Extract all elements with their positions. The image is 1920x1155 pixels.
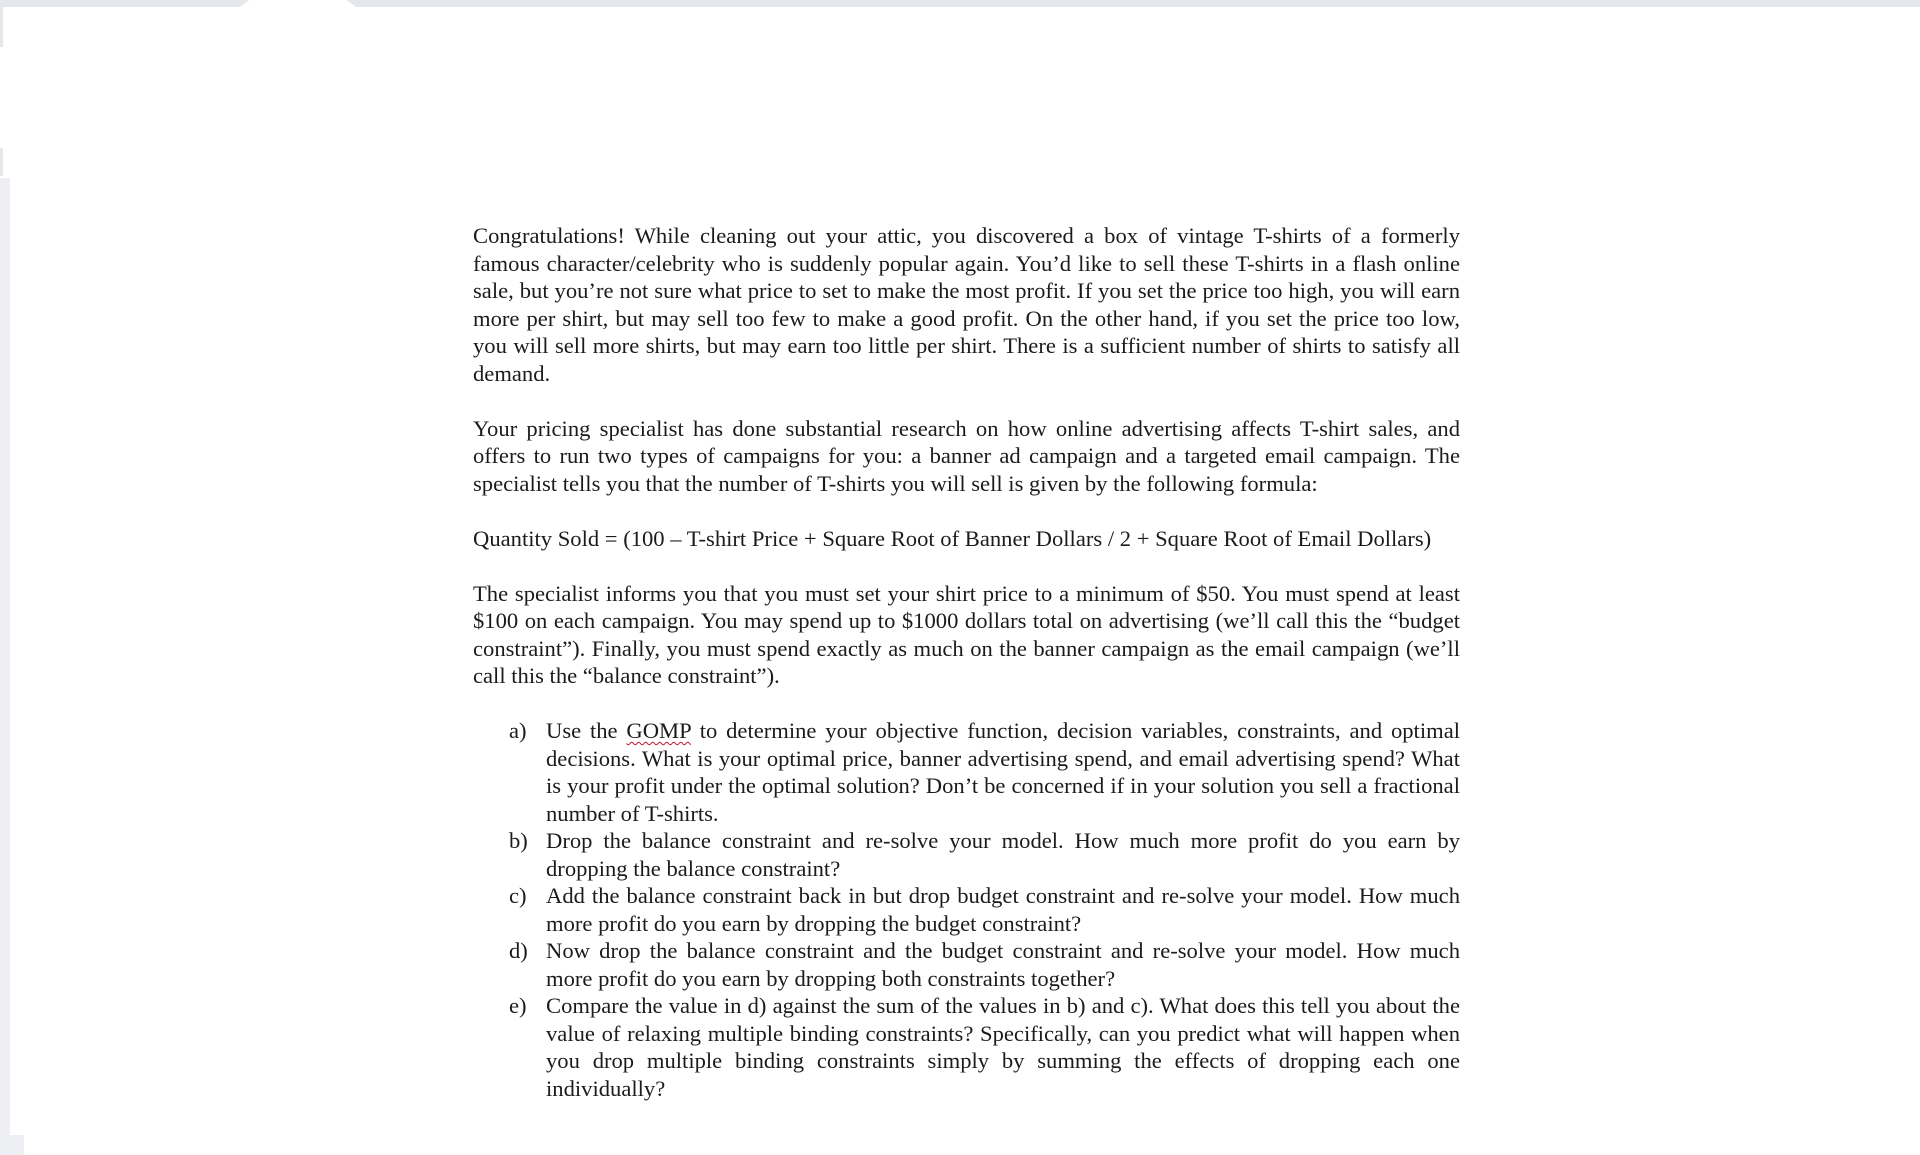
intro-paragraph: Congratulations! While cleaning out your attic, you discovered a box of vintage T-shirts of a formerly famous character/celebrity who is suddenly popular again. You’d like to sell these T-shirts in a flash online sale, but you’re not sure what price to set to make the most profit. If you set the price too high, you will earn more per shirt, but may sell too few to make a good profit. On the other hand, if you set the price too low, you will sell more shirts, but may earn too little per shirt. There is a sufficient number of shirts to satisfy all demand.	[473, 223, 1460, 386]
question-text: Now drop the balance constraint and the budget constraint and re-solve your model. How much more profit do you earn by dropping both constraints together?	[546, 938, 1460, 991]
question-letter: d)	[509, 938, 528, 963]
left-edge-marker	[0, 7, 3, 47]
question-letter: e)	[509, 993, 527, 1018]
question-letter: b)	[509, 828, 528, 853]
question-item	[473, 937, 1460, 992]
question-text: Compare the value in d) against the sum of the values in b) and c). What does this tell you about the value of relaxing multiple binding constraints? Specifically, can you predict what will happen when you drop multiple binding constraints simply by summing the effects of dropping each one individually?	[546, 993, 1460, 1101]
constraints-paragraph: The specialist informs you that you must set your shirt price to a minimum of $50. You must spend at least $100 on each campaign. You may spend up to $1000 dollars total on advertising (we’ll call this the “budget constraint”). Finally, you must spend exactly as much on the banner campaign as the email campaign (we’ll call this the “balance constraint”).	[473, 580, 1460, 688]
top-toolbar-strip	[0, 0, 1920, 7]
quantity-formula: Quantity Sold = (100 – T-shirt Price + Square Root of Banner Dollars / 2 + Square Root of Email Dollars)	[473, 525, 1432, 551]
question-item	[473, 992, 1460, 1102]
question-item	[473, 717, 1460, 827]
question-item	[473, 827, 1460, 882]
left-edge-marker	[0, 148, 3, 176]
left-gutter-foot	[10, 1135, 24, 1155]
question-text: Drop the balance constraint and re-solve your model. How much more profit do you earn by dropping the balance constraint?	[546, 828, 1460, 881]
question-text-after: to determine your objective function, decision variables, constraints, and optimal decisions. What is your optimal price, banner advertising spend, and email advertising spend? What is your profit under the optimal solution? Don’t be concerned if in your solution you sell a fractional number of T-shirts.	[546, 718, 1460, 826]
active-tab-notch[interactable]	[240, 0, 356, 7]
document-page[interactable]	[473, 222, 1460, 1102]
left-gutter	[0, 178, 10, 1155]
question-text	[546, 718, 1460, 826]
question-letter: c)	[509, 883, 527, 908]
question-text: Add the balance constraint back in but drop budget constraint and re-solve your model. How much more profit do you earn by dropping the budget constraint?	[546, 883, 1460, 936]
spellcheck-flagged-word[interactable]: GOMP	[626, 718, 691, 743]
question-text-before: Use the	[546, 718, 627, 743]
specialist-paragraph: Your pricing specialist has done substantial research on how online advertising affects T-shirt sales, and offers to run two types of campaigns for you: a banner ad campaign and a targeted email campaign. The specialist tells you that the number of T-shirts you will sell is given by the following formula:	[473, 415, 1460, 496]
question-list	[473, 717, 1460, 1102]
question-item	[473, 882, 1460, 937]
question-letter: a)	[509, 718, 527, 743]
